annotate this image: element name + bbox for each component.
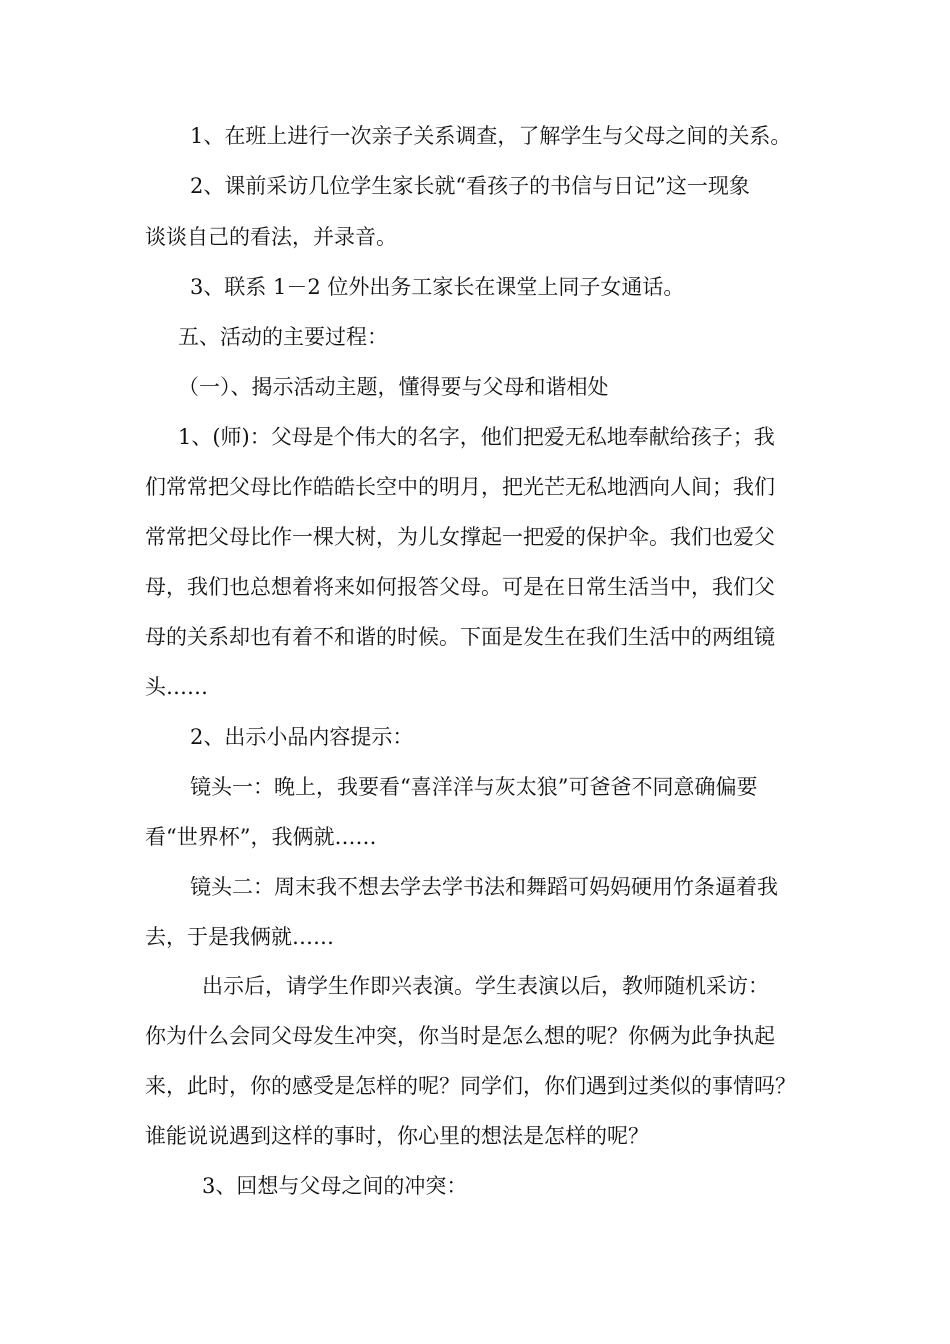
subsection-heading: （一）、揭示活动主题，懂得要与父母和谐相处	[178, 375, 609, 399]
text-line: 头……	[145, 675, 208, 699]
text-line: 谈谈自己的看法，并录音。	[145, 225, 397, 249]
text-line: 镜头一：晚上，我要看“喜洋洋与灰太狼”可爸爸不同意确偏要	[190, 775, 758, 799]
text-line: 母，我们也总想着将来如何报答父母。可是在日常生活当中，我们父	[145, 575, 775, 599]
text-line: 你为什么会同父母发生冲突，你当时是怎么想的呢？你俩为此争执起	[145, 1024, 775, 1048]
text-line: 2、出示小品内容提示：	[190, 725, 414, 749]
text-line: 1、在班上进行一次亲子关系调查，了解学生与父母之间的关系。	[190, 124, 792, 148]
text-line: 母的关系却也有着不和谐的时候。下面是发生在我们生活中的两组镜	[145, 625, 775, 649]
text-line: 镜头二：周末我不想去学去学书法和舞蹈可妈妈硬用竹条逼着我	[190, 875, 778, 899]
text-line: 来，此时，你的感受是怎样的呢？同学们，你们遇到过类似的事情吗？	[145, 1074, 796, 1098]
text-line: 看“世界杯”，我俩就……	[145, 825, 377, 849]
text-line: 出示后，请学生作即兴表演。学生表演以后，教师随机采访：	[202, 974, 769, 998]
text-line: 们常常把父母比作皓皓长空中的明月，把光芒无私地洒向人间；我们	[145, 475, 775, 499]
text-line: 3、联系 1－2 位外出务工家长在课堂上同子女通话。	[190, 275, 685, 299]
text-line: 1、(师)：父母是个伟大的名字，他们把爱无私地奉献给孩子；我	[178, 425, 775, 449]
text-line: 常常把父母比作一棵大树，为儿女撑起一把爱的保护伞。我们也爱父	[145, 525, 775, 549]
section-heading: 五、活动的主要过程：	[178, 325, 388, 349]
text-line: 去，于是我俩就……	[145, 925, 334, 949]
text-line: 3、回想与父母之间的冲突：	[202, 1174, 468, 1198]
text-line: 谁能说说遇到这样的事时，你心里的想法是怎样的呢？	[145, 1124, 649, 1148]
text-line: 2、课前采访几位学生家长就“看孩子的书信与日记”这一现象	[190, 174, 750, 198]
